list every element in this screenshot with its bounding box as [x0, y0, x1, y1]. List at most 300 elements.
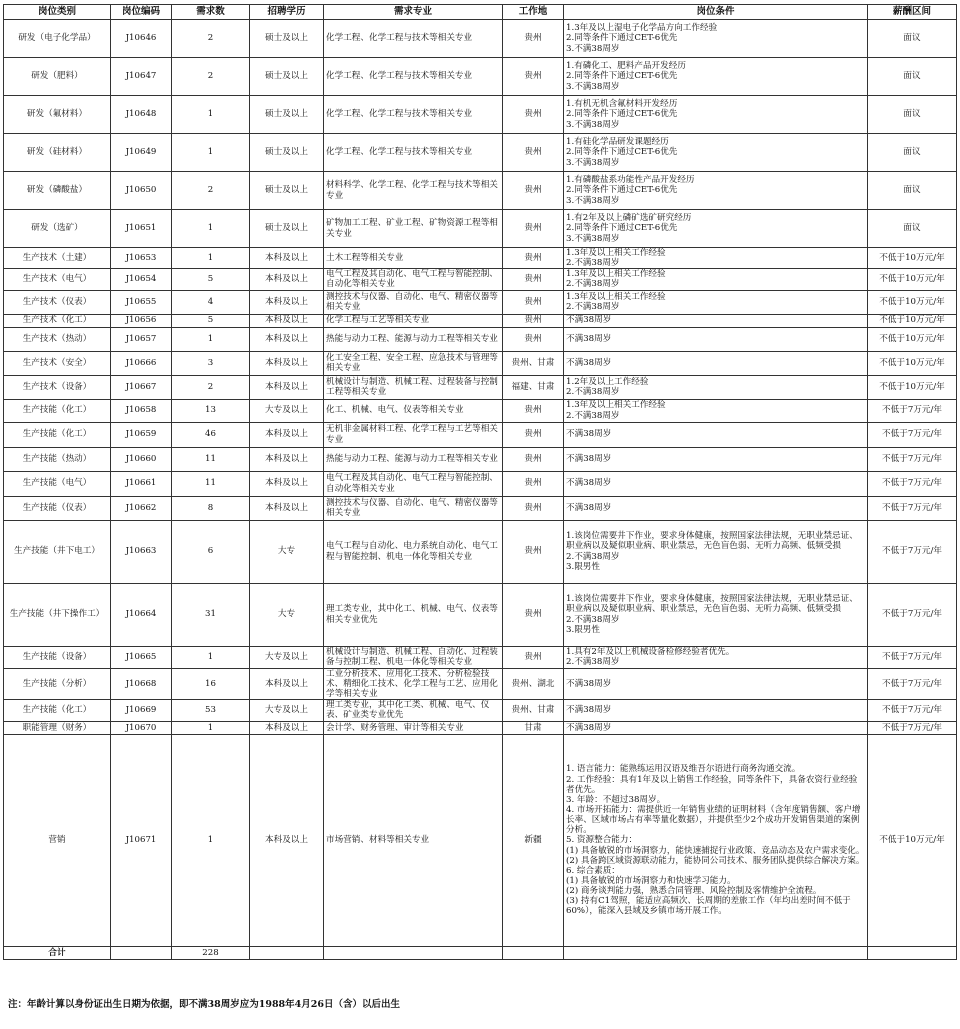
salary-cell: 不低于7万元/年 — [868, 447, 957, 471]
conditions-cell — [564, 134, 868, 172]
condition-line: 不满38周岁 — [566, 705, 612, 716]
location-cell: 贵州 — [503, 583, 564, 646]
category-cell: 生产技术（热动） — [4, 327, 111, 351]
table-row — [4, 314, 957, 327]
conditions-cell — [564, 290, 868, 314]
total-label: 合计 — [4, 946, 111, 959]
code-cell: J10648 — [111, 96, 172, 134]
conditions-cell — [564, 351, 868, 375]
condition-line: 3.限男性 — [566, 624, 600, 635]
condition-line: 1.3年及以上相关工作经验 — [566, 248, 666, 258]
conditions-cell — [564, 58, 868, 96]
conditions-cell — [564, 399, 868, 422]
condition-line: 2.不满38周岁 — [566, 387, 620, 398]
condition-line: 6. 综合素质： — [566, 865, 620, 876]
salary-cell: 不低于10万元/年 — [868, 327, 957, 351]
location-cell: 贵州 — [503, 210, 564, 248]
education-cell: 本科及以上 — [250, 668, 324, 699]
salary-cell: 不低于10万元/年 — [868, 290, 957, 314]
table-row — [4, 471, 957, 496]
major-cell: 电气工程及其自动化、电气工程与智能控制、自动化等相关专业 — [324, 269, 503, 290]
condition-line: 2.同等条件下通过CET-6优先 — [566, 33, 678, 44]
major-cell: 工业分析技术、应用化工技术、分析检验技术、精细化工技术、化学工程与工艺、应用化学等相关专业 — [324, 668, 503, 699]
count-cell: 13 — [172, 399, 250, 422]
conditions-cell — [564, 668, 868, 699]
code-cell: J10664 — [111, 583, 172, 646]
recruitment-table — [3, 4, 957, 960]
major-cell: 会计学、财务管理、审计等相关专业 — [324, 721, 503, 734]
table-body — [4, 20, 957, 947]
condition-line: 不满38周岁 — [566, 478, 612, 489]
table-row — [4, 699, 957, 721]
condition-line: 2.不满38周岁 — [566, 657, 620, 668]
location-cell: 福建、甘肃 — [503, 375, 564, 399]
salary-cell: 不低于10万元/年 — [868, 269, 957, 290]
table-row — [4, 20, 957, 58]
major-cell: 化学工程、化学工程与技术等相关专业 — [324, 96, 503, 134]
code-cell: J10661 — [111, 471, 172, 496]
header-major: 需求专业 — [324, 5, 503, 20]
conditions-cell — [564, 375, 868, 399]
table-row — [4, 134, 957, 172]
education-cell: 大专及以上 — [250, 646, 324, 668]
condition-line: 1.2年及以上工作经验 — [566, 376, 649, 387]
recruitment-table-wrapper — [3, 4, 956, 960]
major-cell: 化工安全工程、安全工程、应急技术与管理等相关专业 — [324, 351, 503, 375]
category-cell: 生产技能（化工） — [4, 399, 111, 422]
table-row — [4, 399, 957, 422]
education-cell: 硕士及以上 — [250, 58, 324, 96]
condition-line: 不满38周岁 — [566, 315, 612, 326]
education-cell: 大专及以上 — [250, 399, 324, 422]
conditions-cell — [564, 699, 868, 721]
count-cell: 6 — [172, 520, 250, 583]
conditions-cell — [564, 734, 868, 946]
education-cell: 本科及以上 — [250, 496, 324, 520]
category-cell: 生产技术（安全） — [4, 351, 111, 375]
header-category: 岗位类别 — [4, 5, 111, 20]
condition-line: 2.不满38周岁 — [566, 279, 620, 290]
code-cell: J10655 — [111, 290, 172, 314]
total-row — [4, 946, 957, 959]
condition-line: 1.3年及以上相关工作经验 — [566, 291, 666, 302]
salary-cell: 不低于7万元/年 — [868, 520, 957, 583]
salary-cell: 面议 — [868, 20, 957, 58]
total-empty-cell — [564, 946, 868, 959]
education-cell: 本科及以上 — [250, 721, 324, 734]
salary-cell: 不低于7万元/年 — [868, 471, 957, 496]
condition-line: 不满38周岁 — [566, 722, 612, 733]
education-cell: 硕士及以上 — [250, 96, 324, 134]
education-cell: 本科及以上 — [250, 314, 324, 327]
table-row — [4, 721, 957, 734]
condition-line: 1.3年及以上湿电子化学品方向工作经验 — [566, 23, 718, 34]
major-cell: 测控技术与仪器、自动化、电气、精密仪器等相关专业 — [324, 290, 503, 314]
category-cell: 生产技能（电气） — [4, 471, 111, 496]
salary-cell: 不低于10万元/年 — [868, 375, 957, 399]
condition-line: 1.具有2年及以上机械设备检修经验者优先。 — [566, 646, 735, 657]
category-cell: 生产技能（仪表） — [4, 496, 111, 520]
education-cell: 大专 — [250, 520, 324, 583]
location-cell: 贵州 — [503, 269, 564, 290]
count-cell: 5 — [172, 269, 250, 290]
conditions-cell — [564, 422, 868, 447]
category-cell: 营销 — [4, 734, 111, 946]
major-cell: 测控技术与仪器、自动化、电气、精密仪器等相关专业 — [324, 496, 503, 520]
count-cell: 2 — [172, 20, 250, 58]
table-row — [4, 520, 957, 583]
table-row — [4, 668, 957, 699]
header-conditions: 岗位条件 — [564, 5, 868, 20]
total-count: 228 — [172, 946, 250, 959]
condition-line: 1.有硅化学品研发课题经历 — [566, 137, 669, 148]
condition-line: 2. 工作经验：具有1年及以上销售工作经验，同等条件下，具备农资行业经验者优先。 — [566, 774, 858, 795]
condition-line: (2) 商务谈判能力强，熟悉合同管理、风险控制及客情维护全流程。 — [566, 886, 822, 897]
condition-line: 2.同等条件下通过CET-6优先 — [566, 71, 678, 82]
condition-line: 3.不满38周岁 — [566, 81, 620, 92]
count-cell: 1 — [172, 96, 250, 134]
salary-cell: 不低于7万元/年 — [868, 668, 957, 699]
count-cell: 1 — [172, 734, 250, 946]
category-cell: 生产技能（井下电工） — [4, 520, 111, 583]
table-row — [4, 172, 957, 210]
category-cell: 生产技能（化工） — [4, 422, 111, 447]
table-header-row — [4, 5, 957, 20]
header-code: 岗位编码 — [111, 5, 172, 20]
code-cell: J10656 — [111, 314, 172, 327]
location-cell: 贵州、甘肃 — [503, 699, 564, 721]
category-cell: 生产技能（设备） — [4, 646, 111, 668]
location-cell: 贵州、湖北 — [503, 668, 564, 699]
condition-line: 1.有磷酸盐系功能性产品开发经历 — [566, 175, 695, 186]
code-cell: J10665 — [111, 646, 172, 668]
total-empty-cell — [250, 946, 324, 959]
code-cell: J10650 — [111, 172, 172, 210]
salary-cell: 不低于7万元/年 — [868, 399, 957, 422]
salary-cell: 不低于7万元/年 — [868, 583, 957, 646]
category-cell: 生产技能（热动） — [4, 447, 111, 471]
category-cell: 生产技能（化工） — [4, 699, 111, 721]
footnote: 注：年龄计算以身份证出生日期为依据，即不满38周岁应为1988年4月26日（含）以后出生 — [8, 999, 400, 1010]
count-cell: 2 — [172, 58, 250, 96]
code-cell: J10668 — [111, 668, 172, 699]
condition-line: 2.不满38周岁 — [566, 410, 620, 421]
education-cell: 大专及以上 — [250, 699, 324, 721]
salary-cell: 不低于7万元/年 — [868, 699, 957, 721]
condition-line: 1. 语言能力：能熟练运用汉语及维吾尔语进行商务沟通交流。 — [566, 764, 801, 775]
table-row — [4, 646, 957, 668]
location-cell: 贵州 — [503, 646, 564, 668]
conditions-cell — [564, 172, 868, 210]
location-cell: 新疆 — [503, 734, 564, 946]
condition-line: 3.不满38周岁 — [566, 195, 620, 206]
condition-line: 4. 市场开拓能力：需提供近一年销售业绩的证明材料（含年度销售额、客户增长率、区域市场占有率等量化数据），并提供至少2个成功开发销售渠道的案例分析。 — [566, 804, 861, 836]
major-cell: 化学工程、化学工程与技术等相关专业 — [324, 134, 503, 172]
condition-line: 2.不满38周岁 — [566, 551, 620, 562]
conditions-cell — [564, 248, 868, 269]
code-cell: J10669 — [111, 699, 172, 721]
category-cell: 生产技术（化工） — [4, 314, 111, 327]
category-cell: 研发（电子化学品） — [4, 20, 111, 58]
condition-line: 1.有2年及以上磷矿选矿研究经历 — [566, 213, 692, 224]
table-row — [4, 290, 957, 314]
category-cell: 研发（磷酸盐） — [4, 172, 111, 210]
condition-line: 1.该岗位需要井下作业，要求身体健康，按照国家法律法规，无职业禁忌证、职业病以及疑似职业病、职业禁忌，无色盲色弱、无听力高频、低频受损 — [566, 594, 858, 615]
condition-line: 不满38周岁 — [566, 502, 612, 513]
location-cell: 贵州 — [503, 20, 564, 58]
education-cell: 本科及以上 — [250, 269, 324, 290]
education-cell: 硕士及以上 — [250, 134, 324, 172]
location-cell: 贵州 — [503, 290, 564, 314]
location-cell: 贵州 — [503, 422, 564, 447]
table-row — [4, 327, 957, 351]
condition-line: 2.同等条件下通过CET-6优先 — [566, 109, 678, 120]
major-cell: 化学工程与工艺等相关专业 — [324, 314, 503, 327]
salary-cell: 不低于7万元/年 — [868, 646, 957, 668]
count-cell: 5 — [172, 314, 250, 327]
major-cell: 矿物加工工程、矿业工程、矿物资源工程等相关专业 — [324, 210, 503, 248]
condition-line: 不满38周岁 — [566, 333, 612, 344]
conditions-cell — [564, 96, 868, 134]
salary-cell: 不低于7万元/年 — [868, 422, 957, 447]
conditions-cell — [564, 646, 868, 668]
table-row — [4, 734, 957, 946]
education-cell: 本科及以上 — [250, 375, 324, 399]
condition-line: 2.不满38周岁 — [566, 614, 620, 625]
major-cell: 无机非金属材料工程、化学工程与工艺等相关专业 — [324, 422, 503, 447]
salary-cell: 面议 — [868, 134, 957, 172]
count-cell: 46 — [172, 422, 250, 447]
major-cell: 电气工程与自动化、电力系统自动化、电气工程与智能控制、机电一体化等相关专业 — [324, 520, 503, 583]
location-cell: 甘肃 — [503, 721, 564, 734]
table-row — [4, 248, 957, 269]
table-row — [4, 210, 957, 248]
conditions-cell — [564, 447, 868, 471]
code-cell: J10659 — [111, 422, 172, 447]
condition-line: 不满38周岁 — [566, 357, 612, 368]
major-cell: 理工类专业，其中化工类、机械、电气、仪表、矿业类专业优先 — [324, 699, 503, 721]
category-cell: 研发（选矿） — [4, 210, 111, 248]
condition-line: 3.限男性 — [566, 561, 600, 572]
education-cell: 本科及以上 — [250, 734, 324, 946]
location-cell: 贵州 — [503, 471, 564, 496]
condition-line: 不满38周岁 — [566, 678, 612, 689]
education-cell: 本科及以上 — [250, 290, 324, 314]
count-cell: 1 — [172, 327, 250, 351]
condition-line: 1.有机无机含氟材料开发经历 — [566, 99, 678, 110]
condition-line: (1) 具备敏锐的市场洞察力和快速学习能力。 — [566, 875, 736, 886]
location-cell: 贵州 — [503, 248, 564, 269]
condition-line: 2.不满38周岁 — [566, 302, 620, 313]
education-cell: 本科及以上 — [250, 327, 324, 351]
salary-cell: 面议 — [868, 96, 957, 134]
category-cell: 生产技能（分析） — [4, 668, 111, 699]
table-row — [4, 375, 957, 399]
conditions-cell — [564, 314, 868, 327]
count-cell: 1 — [172, 134, 250, 172]
count-cell: 53 — [172, 699, 250, 721]
condition-line: 1.3年及以上相关工作经验 — [566, 400, 666, 411]
count-cell: 31 — [172, 583, 250, 646]
condition-line: 不满38周岁 — [566, 453, 612, 464]
location-cell: 贵州、甘肃 — [503, 351, 564, 375]
major-cell: 化工、机械、电气、仪表等相关专业 — [324, 399, 503, 422]
category-cell: 生产技能（井下操作工） — [4, 583, 111, 646]
table-row — [4, 447, 957, 471]
condition-line: 3. 年龄：不超过38周岁。 — [566, 794, 666, 805]
code-cell: J10660 — [111, 447, 172, 471]
table-row — [4, 96, 957, 134]
location-cell: 贵州 — [503, 327, 564, 351]
location-cell: 贵州 — [503, 447, 564, 471]
code-cell: J10662 — [111, 496, 172, 520]
code-cell: J10647 — [111, 58, 172, 96]
count-cell: 1 — [172, 210, 250, 248]
count-cell: 1 — [172, 721, 250, 734]
education-cell: 本科及以上 — [250, 351, 324, 375]
salary-cell: 不低于10万元/年 — [868, 351, 957, 375]
education-cell: 大专 — [250, 583, 324, 646]
salary-cell: 面议 — [868, 58, 957, 96]
salary-cell: 面议 — [868, 172, 957, 210]
education-cell: 本科及以上 — [250, 248, 324, 269]
condition-line: 3.不满38周岁 — [566, 43, 620, 54]
education-cell: 本科及以上 — [250, 447, 324, 471]
code-cell: J10663 — [111, 520, 172, 583]
salary-cell: 不低于10万元/年 — [868, 314, 957, 327]
category-cell: 职能管理（财务） — [4, 721, 111, 734]
condition-line: 2.同等条件下通过CET-6优先 — [566, 223, 678, 234]
count-cell: 1 — [172, 248, 250, 269]
header-salary: 薪酬区间 — [868, 5, 957, 20]
table-row — [4, 583, 957, 646]
category-cell: 研发（氟材料） — [4, 96, 111, 134]
condition-line: 5. 资源整合能力： — [566, 835, 638, 846]
count-cell: 11 — [172, 447, 250, 471]
conditions-cell — [564, 496, 868, 520]
code-cell: J10670 — [111, 721, 172, 734]
code-cell: J10653 — [111, 248, 172, 269]
location-cell: 贵州 — [503, 58, 564, 96]
count-cell: 1 — [172, 646, 250, 668]
condition-line: (3) 持有C1驾照，能适应高频次、长周期的差旅工作（年均出差时间不低于60%），能深入县域及乡镇市场开展工作。 — [566, 896, 851, 917]
major-cell: 化学工程、化学工程与技术等相关专业 — [324, 58, 503, 96]
conditions-cell — [564, 471, 868, 496]
code-cell: J10651 — [111, 210, 172, 248]
conditions-cell — [564, 210, 868, 248]
conditions-cell — [564, 327, 868, 351]
condition-line: 3.不满38周岁 — [566, 157, 620, 168]
condition-line: 3.不满38周岁 — [566, 119, 620, 130]
condition-line: 1.3年及以上相关工作经验 — [566, 269, 666, 280]
code-cell: J10657 — [111, 327, 172, 351]
conditions-cell — [564, 20, 868, 58]
condition-line: 2.不满38周岁 — [566, 258, 620, 269]
category-cell: 生产技术（电气） — [4, 269, 111, 290]
count-cell: 3 — [172, 351, 250, 375]
education-cell: 硕士及以上 — [250, 172, 324, 210]
code-cell: J10666 — [111, 351, 172, 375]
table-row — [4, 269, 957, 290]
code-cell: J10649 — [111, 134, 172, 172]
category-cell: 生产技术（仪表） — [4, 290, 111, 314]
condition-line: 3.不满38周岁 — [566, 233, 620, 244]
condition-line: 1.该岗位需要井下作业，要求身体健康，按照国家法律法规，无职业禁忌证、职业病以及疑似职业病、职业禁忌，无色盲色弱、无听力高频、低频受损 — [566, 531, 858, 552]
major-cell: 市场营销、材料等相关专业 — [324, 734, 503, 946]
condition-line: 不满38周岁 — [566, 429, 612, 440]
table-row — [4, 58, 957, 96]
condition-line: 1.有磷化工、肥料产品开发经历 — [566, 61, 686, 72]
education-cell: 硕士及以上 — [250, 210, 324, 248]
header-education: 招聘学历 — [250, 5, 324, 20]
category-cell: 生产技术（设备） — [4, 375, 111, 399]
total-empty-cell — [503, 946, 564, 959]
code-cell: J10658 — [111, 399, 172, 422]
table-row — [4, 351, 957, 375]
salary-cell: 不低于7万元/年 — [868, 496, 957, 520]
count-cell: 11 — [172, 471, 250, 496]
major-cell: 热能与动力工程、能源与动力工程等相关专业 — [324, 447, 503, 471]
major-cell: 机械设计与制造、机械工程、自动化、过程装备与控制工程、机电一体化等相关专业 — [324, 646, 503, 668]
category-cell: 研发（硅材料） — [4, 134, 111, 172]
code-cell: J10671 — [111, 734, 172, 946]
major-cell: 化学工程、化学工程与技术等相关专业 — [324, 20, 503, 58]
education-cell: 本科及以上 — [250, 422, 324, 447]
count-cell: 2 — [172, 172, 250, 210]
major-cell: 机械设计与制造、机械工程、过程装备与控制工程等相关专业 — [324, 375, 503, 399]
education-cell: 本科及以上 — [250, 471, 324, 496]
condition-line: (2) 具备跨区域资源联动能力，能协同公司技术、服务团队提供综合解决方案。 — [566, 855, 865, 866]
category-cell: 生产技术（土建） — [4, 248, 111, 269]
table-row — [4, 422, 957, 447]
code-cell: J10646 — [111, 20, 172, 58]
total-empty-cell — [324, 946, 503, 959]
education-cell: 硕士及以上 — [250, 20, 324, 58]
salary-cell: 不低于10万元/年 — [868, 248, 957, 269]
conditions-cell — [564, 721, 868, 734]
header-count: 需求数 — [172, 5, 250, 20]
header-location: 工作地 — [503, 5, 564, 20]
location-cell: 贵州 — [503, 496, 564, 520]
count-cell: 8 — [172, 496, 250, 520]
condition-line: 2.同等条件下通过CET-6优先 — [566, 147, 678, 158]
total-empty-cell — [111, 946, 172, 959]
salary-cell: 面议 — [868, 210, 957, 248]
major-cell: 材料科学、化学工程、化学工程与技术等相关专业 — [324, 172, 503, 210]
conditions-cell — [564, 520, 868, 583]
major-cell: 电气工程及其自动化、电气工程与智能控制、自动化等相关专业 — [324, 471, 503, 496]
condition-line: 2.同等条件下通过CET-6优先 — [566, 185, 678, 196]
count-cell: 2 — [172, 375, 250, 399]
total-empty-cell — [868, 946, 957, 959]
table-row — [4, 496, 957, 520]
conditions-cell — [564, 583, 868, 646]
category-cell: 研发（肥料） — [4, 58, 111, 96]
location-cell: 贵州 — [503, 314, 564, 327]
salary-cell: 不低于10万元/年 — [868, 734, 957, 946]
location-cell: 贵州 — [503, 520, 564, 583]
major-cell: 理工类专业，其中化工、机械、电气、仪表等相关专业优先 — [324, 583, 503, 646]
count-cell: 16 — [172, 668, 250, 699]
major-cell: 热能与动力工程、能源与动力工程等相关专业 — [324, 327, 503, 351]
condition-line: (1) 具备敏锐的市场洞察力，能快速捕捉行业政策、竞品动态及农户需求变化。 — [566, 845, 865, 856]
code-cell: J10654 — [111, 269, 172, 290]
location-cell: 贵州 — [503, 96, 564, 134]
conditions-cell — [564, 269, 868, 290]
location-cell: 贵州 — [503, 172, 564, 210]
count-cell: 4 — [172, 290, 250, 314]
major-cell: 土木工程等相关专业 — [324, 248, 503, 269]
